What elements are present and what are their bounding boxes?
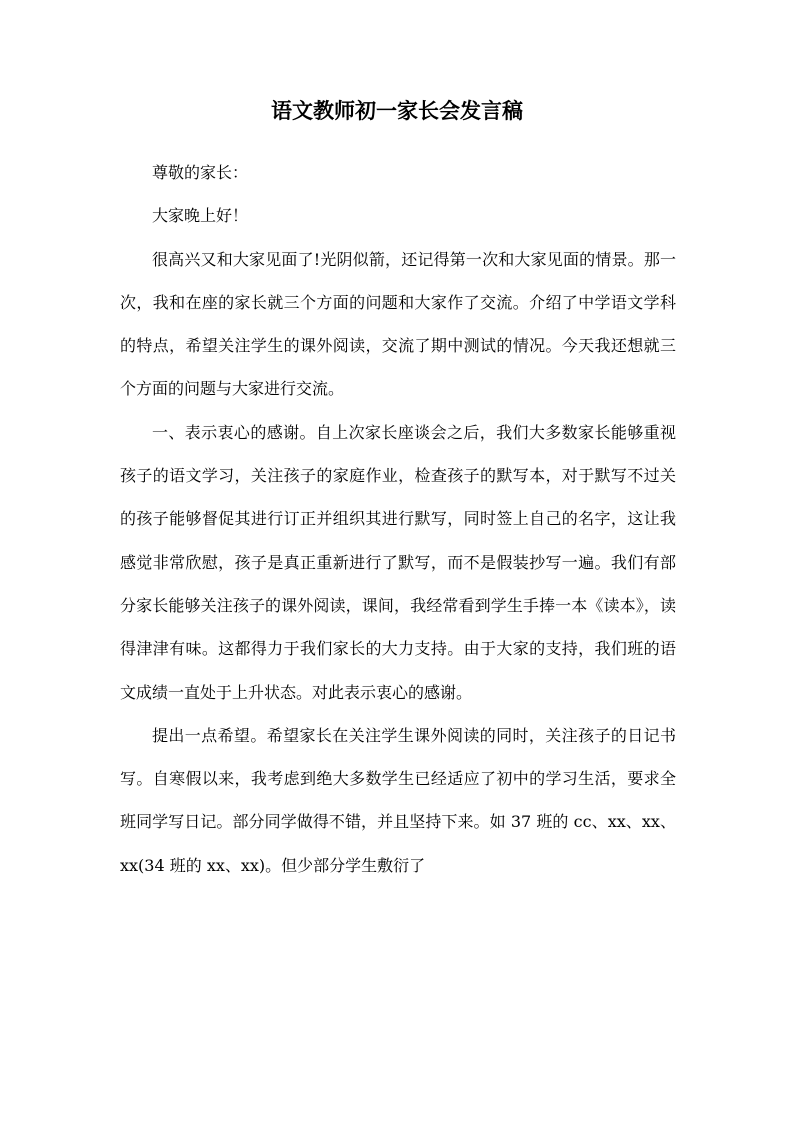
document-body: [120, 151, 676, 887]
thanks-paragraph: 一、表示衷心的感谢。自上次家长座谈会之后，我们大多数家长能够重视孩子的语文学习，关注孩子的家庭作业，检查孩子的默写本，对于默写不过关的孩子能够督促其进行订正并组织其进行默写，同时签上自己的名字，这让我感觉非常欣慰，孩子是真正重新进行了默写，而不是假装抄写一遍。我们有部分家长能够关注孩子的课外阅读，课间，我经常看到学生手捧一本《读本》，读得津津有味。这都得力于我们家长的大力支持。由于大家的支持，我们班的语文成绩一直处于上升状态。对此表示衷心的感谢。: [120, 422, 676, 702]
document-title: 语文教师初一家长会发言稿: [271, 98, 523, 123]
salutation: 尊敬的家长：: [152, 163, 249, 182]
intro-paragraph: 很高兴又和大家见面了!光阴似箭，还记得第一次和大家见面的情景。那一次，我和在座的家长就三个方面的问题和大家作了交流。介绍了中学语文学科的特点，希望关注学生的课外阅读，交流了期中测试的情况。今天我还想就三个方面的问题与大家进行交流。: [120, 249, 676, 399]
greeting: 大家晚上好！: [152, 206, 249, 226]
hope-paragraph: 提出一点希望。希望家长在关注学生课外阅读的同时，关注孩子的日记书写。自寒假以来，我考虑到绝大多数学生已经适应了初中的学习生活，要求全班同学写日记。部分同学做得不错，并且坚持下来。如 37 班的 cc、xx、xx、xx(34 班的 xx、xx)。但少部分学生敷衍了: [120, 725, 676, 875]
